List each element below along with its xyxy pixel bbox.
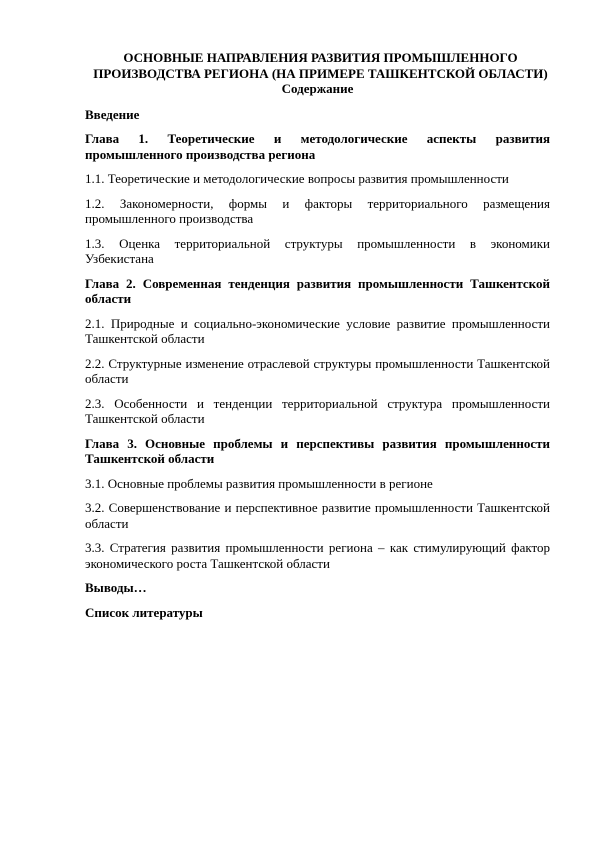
- toc-entry-chapter-2: Глава 2. Современная тенденция развития промышленности Ташкентской области: [85, 275, 550, 306]
- toc-entry-1-1: 1.1. Теоретические и методологические вопросы развития промышленности: [85, 171, 509, 186]
- toc-entry-chapter-3: Глава 3. Основные проблемы и перспективы развития промышленности Ташкентской области: [85, 435, 550, 466]
- toc-entry-1-2: 1.2. Закономерности, формы и факторы территориального размещения промышленного производства: [85, 195, 550, 226]
- toc-entry-conclusions: Выводы…: [85, 580, 147, 595]
- toc-entry-1-3: 1.3. Оценка территориальной структуры промышленности в экономики Узбекистана: [85, 235, 550, 266]
- toc-entry-introduction: Введение: [85, 106, 140, 122]
- toc-entry-2-2: 2.2. Структурные изменение отраслевой структуры промышленности Ташкентской области: [85, 355, 550, 386]
- toc-entry-2-3: 2.3. Особенности и тенденции территориальной структура промышленности Ташкентской области: [85, 395, 550, 426]
- toc-entry-chapter-1: Глава 1. Теоретические и методологические аспекты развития промышленного производства региона: [85, 131, 550, 162]
- toc-entry-3-1: 3.1. Основные проблемы развития промышленности в регионе: [85, 475, 433, 491]
- contents-heading: Содержание: [281, 81, 354, 96]
- toc-entry-3-2: 3.2. Совершенствование и перспективное развитие промышленности Ташкентской области: [85, 500, 550, 531]
- toc-entry-3-3: 3.3. Стратегия развития промышленности региона – как стимулирующий фактор экономического роста Ташкентской области: [85, 540, 550, 571]
- toc-entry-references: Список литературы: [85, 604, 203, 620]
- table-of-contents: [85, 107, 550, 621]
- document-title: ОСНОВНЫЕ НАПРАВЛЕНИЯ РАЗВИТИЯ ПРОМЫШЛЕННОГО ПРОИЗВОДСТВА РЕГИОНА (НА ПРИМЕРЕ ТАШКЕНТСКОЙ ОБЛАСТИ): [93, 50, 548, 81]
- toc-entry-2-1: 2.1. Природные и социально-экономические условие развитие промышленности Ташкентской области: [85, 315, 550, 346]
